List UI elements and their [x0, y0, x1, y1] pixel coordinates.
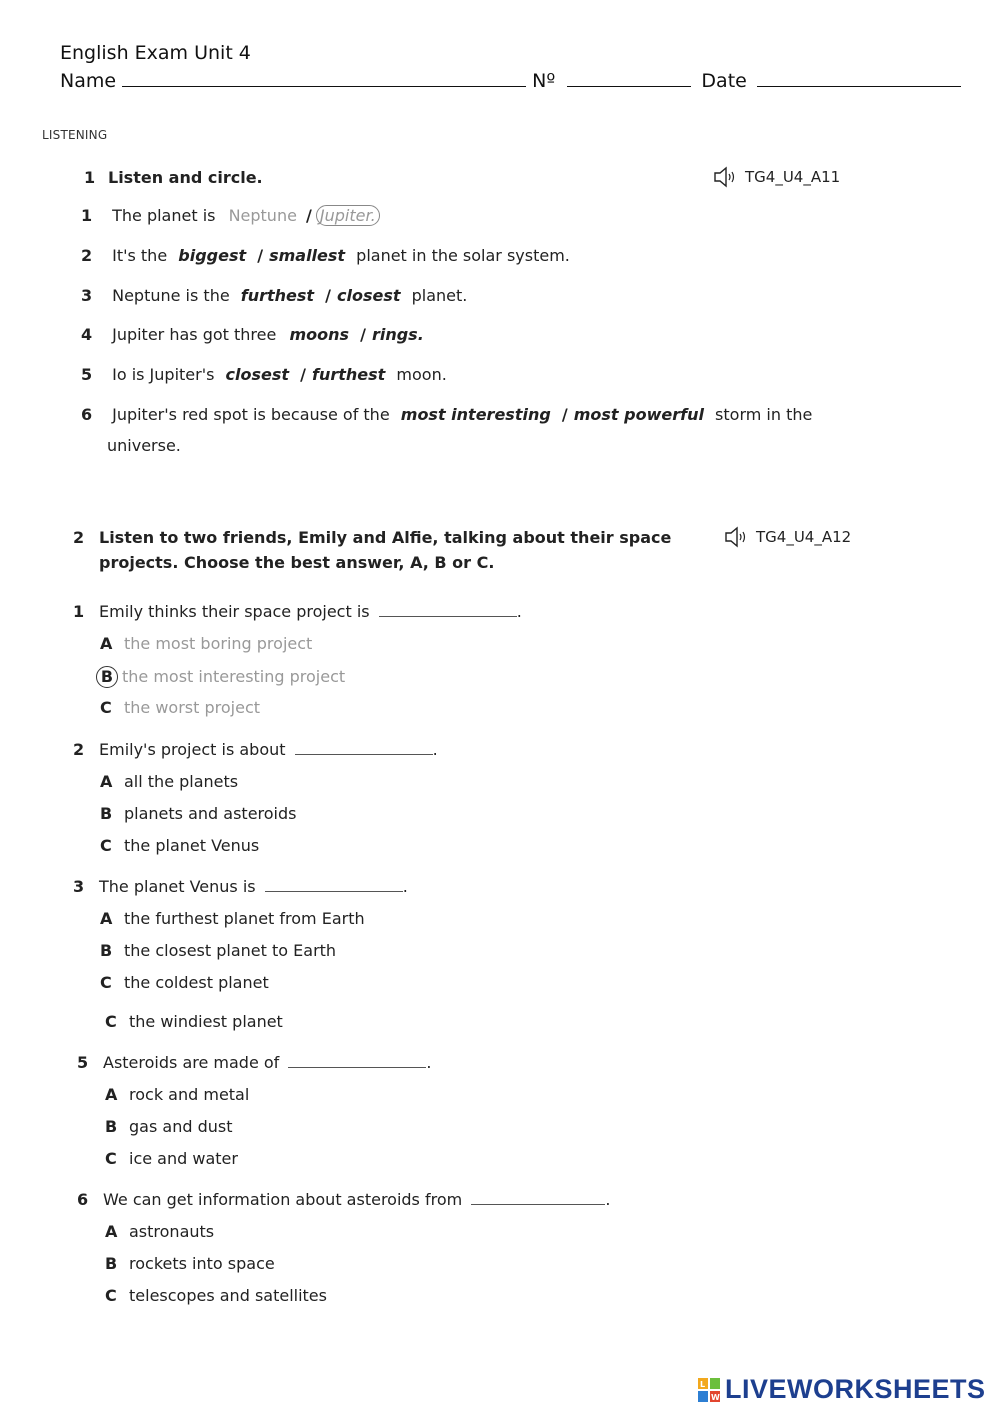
ex1-item: 6 Jupiter's red spot is because of the most interesting / most powerful storm in the: [81, 405, 813, 424]
ex1-heading: [84, 168, 263, 187]
section-title: LISTENING: [42, 128, 108, 142]
ex1-item: 5 Io is Jupiter's closest / furthest moon.: [81, 365, 447, 384]
answer-blank[interactable]: [295, 740, 433, 755]
ex1-item1-opt1[interactable]: Neptune: [228, 206, 297, 225]
logo-mark-letter-w: W: [711, 1392, 721, 1402]
ex1-item6-opt2[interactable]: most powerful: [573, 405, 704, 424]
ex2-instruction-line2: projects. Choose the best answer, A, B or C.: [99, 553, 495, 572]
number-label: Nº: [532, 70, 556, 92]
ex1-item4-opt1[interactable]: moons: [289, 325, 350, 344]
option-a[interactable]: A all the planets: [100, 772, 239, 791]
ex1-item2-opt2[interactable]: smallest: [269, 246, 346, 265]
ex2-question: 1 Emily thinks their space project is .: [73, 602, 522, 621]
speaker-icon: [713, 166, 739, 188]
name-field[interactable]: [122, 70, 526, 87]
ex1-item5-opt1[interactable]: closest: [225, 365, 290, 384]
option-a[interactable]: A astronauts: [105, 1222, 215, 1241]
ex1-audio-label: TG4_U4_A11: [745, 168, 841, 186]
liveworksheets-logo: [697, 1374, 986, 1405]
option-a[interactable]: A the most boring project: [100, 634, 313, 653]
answer-blank[interactable]: [379, 602, 517, 617]
option-b[interactable]: B gas and dust: [105, 1117, 233, 1136]
liveworksheets-logo-icon: [697, 1376, 721, 1404]
ex1-item3-opt2[interactable]: closest: [337, 286, 401, 305]
speaker-icon: [724, 526, 750, 548]
ex1-item: 4 Jupiter has got three moons / rings.: [81, 325, 424, 344]
option-c[interactable]: C the planet Venus: [100, 836, 260, 855]
ex2-audio[interactable]: [724, 526, 851, 548]
ex1-item4-opt2[interactable]: rings.: [371, 325, 424, 344]
option-b[interactable]: B rockets into space: [105, 1254, 275, 1273]
ex2-question: 5 Asteroids are made of .: [77, 1053, 432, 1072]
answer-blank[interactable]: [265, 877, 403, 892]
option-c[interactable]: C telescopes and satellites: [105, 1286, 327, 1305]
ex2-heading: [73, 528, 671, 547]
ex2-number: 2: [73, 528, 85, 547]
name-label: Name: [60, 70, 117, 92]
ex1-item6-opt1[interactable]: most interesting: [400, 405, 551, 424]
ex1-item: 1 The planet is Neptune / Jupiter.: [81, 206, 380, 225]
option-a[interactable]: A rock and metal: [105, 1085, 250, 1104]
date-field[interactable]: [757, 70, 961, 87]
ex1-item: 3 Neptune is the furthest / closest planet.: [81, 286, 468, 305]
ex1-item2-opt1[interactable]: biggest: [178, 246, 247, 265]
option-c-extra[interactable]: C the windiest planet: [105, 1012, 283, 1031]
option-b[interactable]: B planets and asteroids: [100, 804, 297, 823]
logo-text: LIVEWORKSHEETS: [725, 1374, 986, 1404]
ex1-audio[interactable]: [713, 166, 840, 188]
option-c[interactable]: C the worst project: [100, 698, 261, 717]
ex2-question: 3 The planet Venus is .: [73, 877, 408, 896]
option-c[interactable]: C ice and water: [105, 1149, 238, 1168]
answer-blank[interactable]: [288, 1053, 426, 1068]
date-label: Date: [701, 70, 747, 92]
ex1-item5-opt2[interactable]: furthest: [312, 365, 386, 384]
ex1-number: 1: [84, 168, 96, 187]
option-b-selected[interactable]: B the most interesting project: [100, 666, 345, 688]
option-c[interactable]: C the coldest planet: [100, 973, 269, 992]
ex2-question: 2 Emily's project is about .: [73, 740, 438, 759]
option-a[interactable]: A the furthest planet from Earth: [100, 909, 365, 928]
ex1-item: 2 It's the biggest / smallest planet in the solar system.: [81, 246, 570, 265]
number-field[interactable]: [567, 70, 691, 87]
exam-title: English Exam Unit 4: [60, 42, 251, 64]
ex2-audio-label: TG4_U4_A12: [756, 528, 852, 546]
ex2-question: 6 We can get information about asteroids from .: [77, 1190, 611, 1209]
ex1-item1-opt2-circled[interactable]: Jupiter.: [316, 205, 380, 226]
ex2-instruction-line1: Listen to two friends, Emily and Alfie, talking about their space: [99, 528, 672, 547]
name-row: [60, 70, 961, 92]
ex1-item6-continuation: universe.: [107, 436, 181, 455]
ex1-item3-opt1[interactable]: furthest: [240, 286, 315, 305]
option-b[interactable]: B the closest planet to Earth: [100, 941, 337, 960]
ex1-instruction: Listen and circle.: [108, 168, 263, 187]
answer-blank[interactable]: [471, 1190, 605, 1205]
logo-mark-letter-l: L: [700, 1379, 706, 1389]
